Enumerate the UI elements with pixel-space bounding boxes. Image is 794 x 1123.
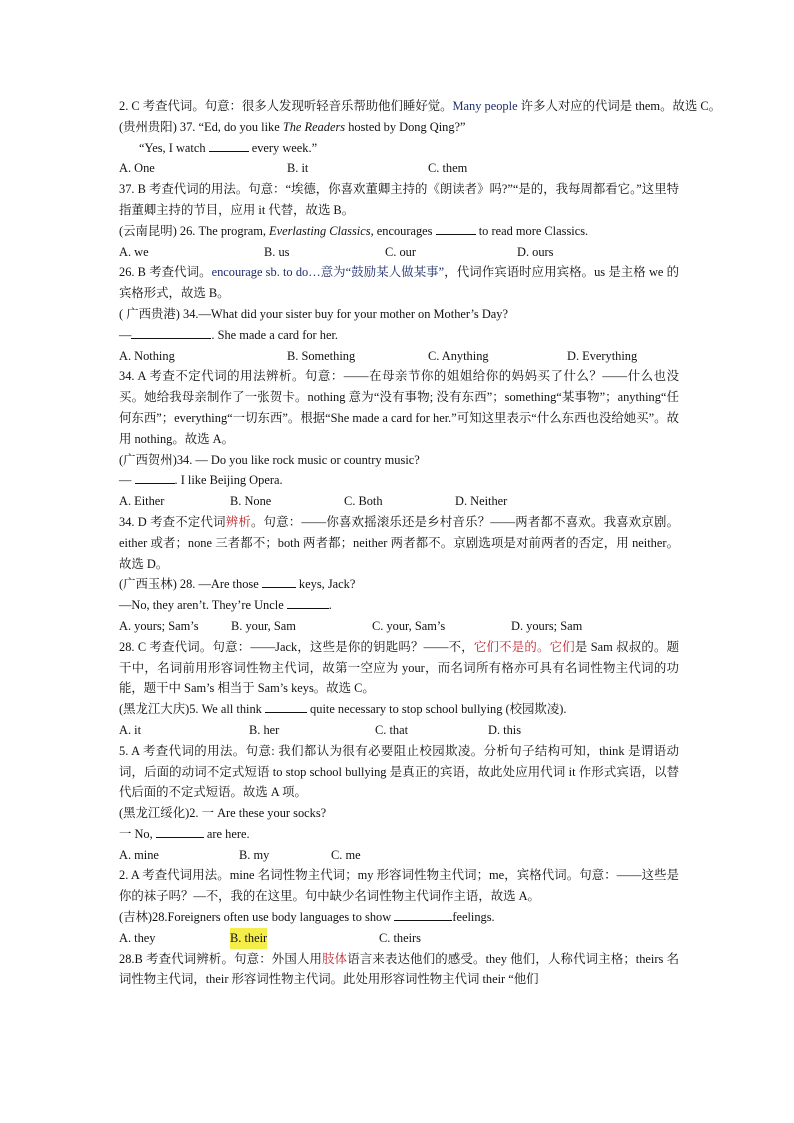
option-c[interactable]: C. Anything: [428, 348, 489, 363]
option-a[interactable]: A. it: [119, 722, 142, 737]
options-q5: [119, 720, 679, 741]
option-c[interactable]: C. that: [375, 722, 409, 737]
answer-blank[interactable]: [262, 575, 296, 588]
options-q26: [119, 242, 679, 263]
options-q28-yulin: [119, 616, 679, 637]
answer-q2-suihua: 2. A 考查代词用法。mine 名词性物主代词；my 形容词性物主代词；me，宾格代词。句意：——这些是你的袜子吗？—不，我的在这里。句中缺少名词性物主代词作主语，故选 A。: [119, 868, 679, 904]
question-q34-hezhou: (广西贺州)34. — Do you like rock music or country music?: [119, 452, 420, 467]
option-a[interactable]: A. Either: [119, 494, 165, 509]
answer-q5: 5. A 考查代词的用法。句意: 我们都认为很有必要阻止校园欺凌。分析句子结构可知，think 是谓语动词，后面的动词不定式短语 to stop school bullying 是真正的宾语，故此处应用代词 it 作形式宾语，以替代后面的不定式短语。故选 A 项。: [119, 743, 679, 800]
question-q34-guigang: ( 广西贵港) 34.—What did your sister buy for your mother on Mother’s Day?: [119, 306, 508, 321]
answer-blank[interactable]: [131, 326, 211, 339]
option-b[interactable]: B. Something: [287, 348, 356, 363]
answer-q34-guigang: 34. A 考查不定代词的用法辨析。句意：——在母亲节你的姐姐给你的妈妈买了什么？——什么也没买。她给我母亲制作了一张贺卡。nothing 意为“没有事物; 没有东西”；something“某事物”；anything“任何东西”；everything“一切东西”。根据“She made a card for her.”可知这里表示“什么东西也没给她买”。故用 nothing。故选 A。: [119, 369, 679, 446]
options-q34-hezhou: [119, 491, 679, 512]
option-d[interactable]: D. this: [488, 722, 522, 737]
options-q34-guigang: [119, 346, 679, 367]
answer-blank[interactable]: [394, 908, 452, 921]
answer-q26: 26. B 考查代词。encourage sb. to do…意为“鼓励某人做某事”，代词作宾语时应用宾格。us 是主格 we 的宾格形式，故选 B。: [119, 265, 679, 301]
option-a[interactable]: A. Nothing: [119, 348, 175, 363]
option-a[interactable]: A. we: [119, 244, 149, 259]
option-b[interactable]: B. us: [264, 244, 290, 259]
option-c[interactable]: C. our: [385, 244, 416, 259]
question-q5: (黑龙江大庆)5. We all think quite necessary to stop school bullying (校园欺凌).: [119, 702, 567, 717]
option-a[interactable]: A. mine: [119, 847, 159, 862]
option-d[interactable]: D. Everything: [567, 348, 638, 363]
document-page: [119, 96, 721, 990]
option-a[interactable]: A. they: [119, 930, 156, 945]
option-c[interactable]: C. theirs: [379, 930, 421, 945]
answer-blank[interactable]: [156, 825, 204, 838]
answer-blank[interactable]: [436, 222, 476, 235]
answer-blank[interactable]: [287, 596, 329, 609]
option-d[interactable]: D. ours: [517, 244, 554, 259]
question-q28-yulin: (广西玉林) 28. —Are those keys, Jack?: [119, 577, 356, 592]
option-a[interactable]: A. yours; Sam’s: [119, 618, 199, 633]
question-q37: (贵州贵阳) 37. “Ed, do you like The Readers hosted by Dong Qing?”: [119, 119, 466, 134]
option-c[interactable]: C. your, Sam’s: [372, 618, 446, 633]
answer-q37: 37. B 考查代词的用法。句意：“埃德，你喜欢董卿主持的《朗读者》吗?”“是的，我每周都看它。”这里特指董卿主持的节目，应用 it 代替，故选 B。: [119, 182, 679, 217]
question-q2-suihua-line2: 一 No, are here.: [119, 826, 250, 841]
option-b[interactable]: B. it: [287, 161, 309, 176]
question-q26: (云南昆明) 26. The program, Everlasting Classics, encourages to read more Classics.: [119, 223, 589, 238]
option-a[interactable]: A. One: [119, 161, 155, 176]
question-q28-jilin: (吉林)28.Foreigners often use body languages to show feelings.: [119, 910, 495, 925]
option-c[interactable]: C. Both: [344, 494, 383, 509]
options-q37: [119, 158, 679, 179]
options-q2-suihua: [119, 845, 679, 866]
answer-q28-jilin: 28.B 考查代词辨析。句意：外国人用肢体语言来表达他们的感受。they 他们，人称代词主格；theirs 名词性物主代词，their 形容词性物主代词。此处用形容词性物主代词 their “他们: [119, 951, 679, 987]
question-q34-guigang-line2: — . She made a card for her.: [119, 327, 338, 342]
question-q37-line2: “Yes, I watch every week.”: [139, 140, 318, 155]
question-q2-suihua: (黑龙江绥化)2. 一 Are these your socks?: [119, 806, 327, 821]
option-b[interactable]: B. her: [249, 722, 280, 737]
question-q34-hezhou-line2: — . I like Beijing Opera.: [119, 473, 283, 488]
answer-q34-hezhou: 34. D 考查不定代词辨析。句意：——你喜欢摇滚乐还是乡村音乐？——两者都不喜欢。我喜欢京剧。either 或者；none 三者都不；both 两者都；neither 两者都不。京剧选项是对前两者的否定，用 neither。故选 D。: [119, 514, 680, 571]
answer-q2: 2. C 考查代词。句意：很多人发现听轻音乐帮助他们睡好觉。Many people 许多人对应的代词是 them。故选 C。: [119, 99, 721, 113]
option-d[interactable]: D. yours; Sam: [511, 618, 583, 633]
option-b[interactable]: B. None: [230, 494, 272, 509]
option-c[interactable]: C. me: [331, 847, 361, 862]
option-d[interactable]: D. Neither: [455, 494, 508, 509]
option-b[interactable]: B. my: [239, 847, 270, 862]
answer-blank[interactable]: [135, 471, 175, 484]
option-c[interactable]: C. them: [428, 161, 468, 176]
question-q28-yulin-line2: —No, they aren’t. They’re Uncle .: [119, 598, 332, 613]
options-q28-jilin: [119, 928, 679, 949]
option-b-highlighted[interactable]: B. their: [230, 928, 267, 949]
answer-blank[interactable]: [265, 700, 307, 713]
answer-blank[interactable]: [209, 139, 249, 152]
answer-q28-yulin: 28. C 考查代词。句意：——Jack，这些是你的钥匙吗？——不，它们不是的。它们是 Sam 叔叔的。题干中，名词前用形容词性物主代词，故第一空应为 your，而名词所有格亦可具有名词性物主代词的功能，题干中 Sam’s 相当于 Sam’s keys。故选 C。: [119, 639, 680, 696]
option-b[interactable]: B. your, Sam: [231, 618, 296, 633]
